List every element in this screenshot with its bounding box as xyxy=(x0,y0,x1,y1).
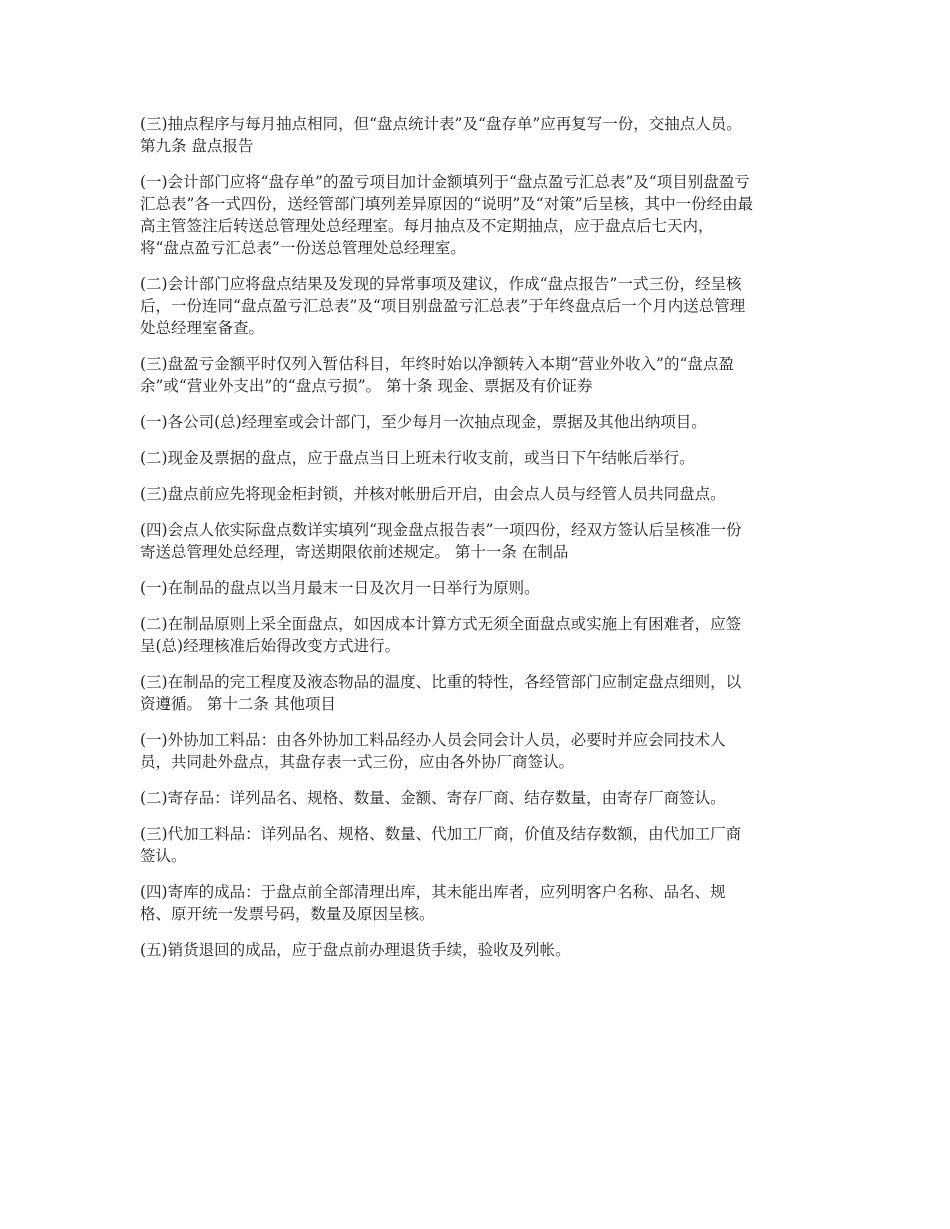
paragraph-line: 后，一份连同“盘点盈亏汇总表”及“项目别盘盈亏汇总表”于年终盘点后一个月内送总管理 xyxy=(140,297,746,315)
paragraph-line: (三)抽点程序与每月抽点相同，但“盘点统计表”及“盘存单”应再复写一份，交抽点人员。 xyxy=(140,115,742,133)
paragraph-line: (二)会计部门应将盘点结果及发现的异常事项及建议，作成“盘点报告”一式三份，经呈核 xyxy=(140,275,742,293)
paragraph-line: (二)寄存品：详列品名、规格、数量、金额、寄存厂商、结存数量，由寄存厂商签认。 xyxy=(140,789,726,807)
paragraph-line: (四)会点人依实际盘点数详实填列“现金盘点报告表”一项四份，经双方签认后呈核准一份 xyxy=(140,521,742,539)
paragraph-line: 余”或“营业外支出”的“盘点亏损”。 第十条 现金、票据及有价证券 xyxy=(140,377,593,395)
paragraph-line: 第九条 盘点报告 xyxy=(140,137,254,155)
paragraph-line: 员，共同赴外盘点，其盘存表一式三份，应由各外协厂商签认。 xyxy=(140,753,575,771)
paragraph xyxy=(140,519,812,563)
paragraph-line: 资遵循。 第十二条 其他项目 xyxy=(140,695,336,713)
paragraph xyxy=(140,939,812,961)
paragraph xyxy=(140,135,812,157)
paragraph xyxy=(140,577,812,599)
paragraph-line: 签认。 xyxy=(140,847,187,865)
paragraph xyxy=(140,823,812,867)
paragraph-line: (一)外协加工料品：由各外协加工料品经办人员会同会计人员，必要时并应会同技术人 xyxy=(140,731,726,749)
paragraph xyxy=(140,729,812,773)
paragraph-line: 呈(总)经理核准后始得改变方式进行。 xyxy=(140,637,401,655)
paragraph xyxy=(140,613,812,657)
document-body xyxy=(140,113,812,975)
paragraph xyxy=(140,881,812,925)
paragraph xyxy=(140,787,812,809)
paragraph-line: 寄送总管理处总经理，寄送期限依前述规定。 第十一条 在制品 xyxy=(140,543,569,561)
paragraph-line: (四)寄库的成品：于盘点前全部清理出库，其未能出库者，应列明客户名称、品名、规 xyxy=(140,883,726,901)
paragraph-line: (三)盘盈亏金额平时仅列入暂估科目，年终时始以净额转入本期“营业外收入”的“盘点盈 xyxy=(140,355,734,373)
paragraph-line: 格、原开统一发票号码，数量及原因呈核。 xyxy=(140,905,435,923)
paragraph-line: (三)在制品的完工程度及液态物品的温度、比重的特性，各经管部门应制定盘点细则，以 xyxy=(140,673,742,691)
paragraph-line: (二)在制品原则上采全面盘点，如因成本计算方式无须全面盘点或实施上有困难者，应签 xyxy=(140,615,742,633)
paragraph xyxy=(140,353,812,397)
paragraph-line: (五)销货退回的成品，应于盘点前办理退货手续，验收及列帐。 xyxy=(140,941,571,959)
paragraph xyxy=(140,447,812,469)
paragraph xyxy=(140,671,812,715)
paragraph xyxy=(140,113,812,135)
paragraph-line: (一)会计部门应将“盘存单”的盈亏项目加计金额填列于“盘点盈亏汇总表”及“项目别盘盈亏 xyxy=(140,173,750,191)
paragraph-line: 处总经理室备查。 xyxy=(140,319,265,337)
paragraph-line: (二)现金及票据的盘点，应于盘点当日上班未行收支前，或当日下午结帐后举行。 xyxy=(140,449,695,467)
paragraph-line: 将“盘点盈亏汇总表”一份送总管理处总经理室。 xyxy=(140,239,466,257)
paragraph xyxy=(140,411,812,433)
paragraph-line: 汇总表”各一式四份，送经管部门填列差异原因的“说明”及“对策”后呈核，其中一份经由最 xyxy=(140,195,754,213)
paragraph-line: (一)在制品的盘点以当月最末一日及次月一日举行为原则。 xyxy=(140,579,540,597)
paragraph xyxy=(140,483,812,505)
paragraph-line: (一)各公司(总)经理室或会计部门，至少每月一次抽点现金，票据及其他出纳项目。 xyxy=(140,413,707,431)
paragraph xyxy=(140,171,812,259)
paragraph-line: 高主管签注后转送总管理处总经理室。每月抽点及不定期抽点，应于盘点后七天内， xyxy=(140,217,714,235)
paragraph-line: (三)盘点前应先将现金柜封锁，并核对帐册后开启，由会点人员与经管人员共同盘点。 xyxy=(140,485,726,503)
paragraph-line: (三)代加工料品：详列品名、规格、数量、代加工厂商，价值及结存数额，由代加工厂商 xyxy=(140,825,742,843)
paragraph xyxy=(140,273,812,339)
